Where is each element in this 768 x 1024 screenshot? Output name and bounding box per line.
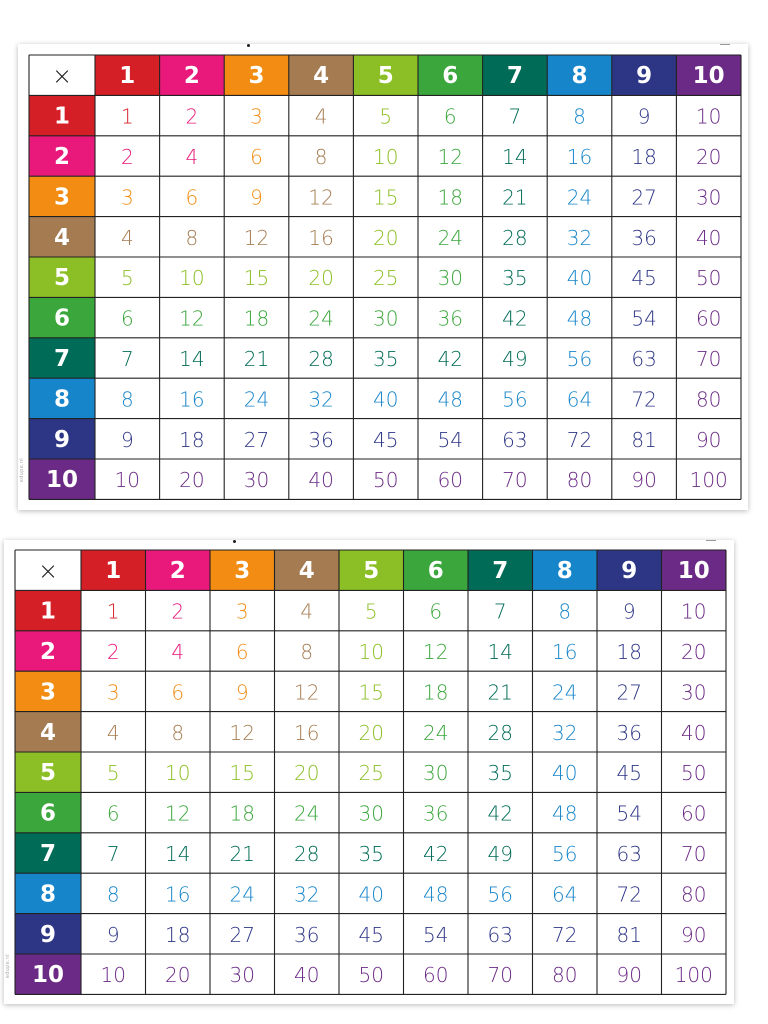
product-cell: 14	[487, 639, 513, 664]
row-header-label: 5	[40, 760, 57, 787]
product-cell: 35	[358, 841, 384, 866]
product-cell: 35	[372, 346, 399, 371]
product-cell: 12	[423, 639, 449, 664]
product-cell: 16	[566, 144, 593, 169]
column-header-label: 3	[248, 63, 265, 90]
product-cell: 10	[114, 468, 141, 493]
product-cell: 30	[358, 801, 384, 826]
product-cell: 27	[229, 922, 255, 947]
product-cell: 45	[358, 922, 384, 947]
product-cell: 54	[437, 427, 464, 452]
product-cell: 18	[229, 801, 255, 826]
product-cell: 40	[358, 882, 384, 907]
product-cell: 27	[243, 427, 270, 452]
product-cell: 9	[120, 427, 134, 452]
product-cell: 8	[300, 639, 314, 664]
row-header-label: 10	[46, 467, 79, 494]
column-header-label: 6	[427, 558, 444, 585]
side-note: edupe.nl	[5, 954, 11, 979]
product-cell: 9	[235, 680, 249, 705]
product-cell: 18	[616, 639, 642, 664]
product-cell: 40	[294, 963, 320, 988]
product-cell: 32	[566, 225, 593, 250]
product-cell: 14	[502, 144, 528, 169]
product-cell: 50	[695, 266, 722, 291]
print-mark	[233, 540, 236, 543]
product-cell: 20	[695, 144, 722, 169]
row-header-label: 3	[40, 679, 57, 706]
product-cell: 35	[502, 266, 528, 291]
column-header-label: 5	[377, 63, 394, 90]
product-cell: 28	[487, 720, 513, 745]
product-cell: 16	[179, 387, 205, 412]
product-cell: 4	[185, 144, 199, 169]
product-cell: 20	[308, 266, 334, 291]
product-cell: 2	[185, 104, 199, 129]
product-cell: 8	[314, 144, 328, 169]
product-cell: 90	[695, 427, 722, 452]
product-cell: 4	[120, 225, 134, 250]
product-cell: 16	[552, 639, 578, 664]
product-cell: 10	[165, 761, 191, 786]
row-header-label: 1	[54, 103, 71, 130]
product-cell: 9	[637, 104, 651, 129]
column-header-label: 6	[442, 63, 459, 90]
product-cell: 63	[487, 922, 513, 947]
product-cell: 24	[552, 680, 578, 705]
corner-multiply-symbol: ×	[51, 62, 73, 91]
corner-multiply-symbol: ×	[37, 557, 59, 586]
product-cell: 80	[681, 882, 707, 907]
product-cell: 25	[372, 266, 399, 291]
product-cell: 45	[616, 761, 642, 786]
column-header-label: 7	[506, 63, 523, 90]
product-cell: 24	[243, 387, 270, 412]
product-cell: 6	[443, 104, 457, 129]
row-header-label: 4	[54, 224, 71, 251]
print-mark	[720, 44, 730, 45]
product-cell: 20	[372, 225, 399, 250]
product-cell: 24	[423, 720, 449, 745]
row-header-label: 9	[54, 426, 71, 453]
product-cell: 50	[681, 761, 707, 786]
product-cell: 54	[616, 801, 642, 826]
product-cell: 12	[308, 185, 334, 210]
product-cell: 100	[674, 963, 713, 988]
product-cell: 30	[437, 266, 464, 291]
product-cell: 72	[616, 882, 642, 907]
product-cell: 10	[681, 599, 707, 624]
product-cell: 45	[372, 427, 399, 452]
product-cell: 49	[502, 346, 528, 371]
product-cell: 60	[423, 963, 449, 988]
row-header-label: 4	[40, 719, 57, 746]
product-cell: 15	[229, 761, 255, 786]
product-cell: 60	[695, 306, 722, 331]
product-cell: 15	[358, 680, 384, 705]
product-cell: 2	[171, 599, 185, 624]
product-cell: 20	[358, 720, 384, 745]
product-cell: 18	[423, 680, 449, 705]
row-header-label: 2	[54, 143, 71, 170]
product-cell: 40	[681, 720, 707, 745]
product-cell: 1	[120, 104, 134, 129]
product-cell: 64	[566, 387, 593, 412]
product-cell: 20	[165, 963, 191, 988]
product-cell: 30	[423, 761, 449, 786]
product-cell: 4	[314, 104, 328, 129]
product-cell: 70	[695, 346, 722, 371]
product-cell: 6	[120, 306, 134, 331]
row-header-label: 8	[40, 881, 57, 908]
product-cell: 12	[243, 225, 270, 250]
product-cell: 24	[229, 882, 255, 907]
product-cell: 60	[437, 468, 464, 493]
product-cell: 100	[689, 468, 728, 493]
product-cell: 56	[566, 346, 593, 371]
product-cell: 90	[681, 922, 707, 947]
product-cell: 9	[250, 185, 263, 210]
product-cell: 36	[294, 922, 320, 947]
product-cell: 5	[364, 599, 378, 624]
product-cell: 42	[423, 841, 449, 866]
product-cell: 64	[552, 882, 578, 907]
column-header-label: 10	[692, 63, 725, 90]
product-cell: 63	[616, 841, 642, 866]
product-cell: 80	[695, 387, 722, 412]
column-header-label: 10	[677, 558, 710, 585]
product-cell: 60	[681, 801, 707, 826]
product-cell: 4	[300, 599, 314, 624]
product-cell: 4	[171, 639, 185, 664]
product-cell: 24	[566, 185, 593, 210]
product-cell: 32	[294, 882, 320, 907]
column-header-label: 9	[621, 558, 638, 585]
product-cell: 30	[681, 680, 707, 705]
column-header-label: 8	[556, 558, 573, 585]
product-cell: 54	[423, 922, 449, 947]
product-cell: 36	[423, 801, 449, 826]
row-header-label: 2	[40, 638, 57, 665]
product-cell: 28	[502, 225, 528, 250]
product-cell: 56	[487, 882, 513, 907]
row-header-label: 6	[40, 800, 57, 827]
product-cell: 15	[372, 185, 399, 210]
product-cell: 21	[229, 841, 255, 866]
product-cell: 42	[437, 346, 464, 371]
product-cell: 27	[616, 680, 642, 705]
product-cell: 63	[502, 427, 528, 452]
product-cell: 35	[487, 761, 513, 786]
product-cell: 12	[229, 720, 255, 745]
product-cell: 21	[243, 346, 270, 371]
column-header-label: 8	[571, 63, 588, 90]
product-cell: 20	[294, 761, 320, 786]
product-cell: 56	[502, 387, 528, 412]
product-cell: 56	[552, 841, 578, 866]
product-cell: 30	[695, 185, 722, 210]
row-header-label: 8	[54, 386, 71, 413]
product-cell: 7	[493, 599, 507, 624]
product-cell: 6	[250, 144, 263, 169]
column-header-label: 1	[105, 558, 122, 585]
row-header-label: 3	[54, 184, 71, 211]
product-cell: 6	[235, 639, 249, 664]
product-cell: 10	[100, 963, 126, 988]
product-cell: 3	[120, 185, 134, 210]
product-cell: 8	[558, 599, 572, 624]
product-cell: 70	[502, 468, 528, 493]
product-cell: 49	[487, 841, 513, 866]
product-cell: 36	[437, 306, 464, 331]
product-cell: 16	[308, 225, 334, 250]
product-cell: 10	[695, 104, 722, 129]
product-cell: 80	[552, 963, 578, 988]
product-cell: 14	[179, 346, 205, 371]
column-header-label: 4	[313, 63, 330, 90]
product-cell: 7	[106, 841, 120, 866]
product-cell: 36	[616, 720, 642, 745]
product-cell: 5	[120, 266, 134, 291]
column-header-label: 5	[363, 558, 380, 585]
multiplication-table-bottom	[14, 549, 727, 995]
product-cell: 10	[358, 639, 384, 664]
product-cell: 40	[372, 387, 399, 412]
product-cell: 20	[681, 639, 707, 664]
product-cell: 90	[616, 963, 642, 988]
column-header-label: 1	[119, 63, 136, 90]
product-cell: 8	[185, 225, 199, 250]
product-cell: 72	[552, 922, 578, 947]
product-cell: 7	[120, 346, 134, 371]
product-cell: 27	[631, 185, 657, 210]
product-cell: 18	[437, 185, 464, 210]
product-cell: 48	[437, 387, 464, 412]
product-cell: 72	[631, 387, 657, 412]
product-cell: 28	[308, 346, 334, 371]
product-cell: 18	[631, 144, 657, 169]
product-cell: 6	[185, 185, 199, 210]
column-header-label: 7	[492, 558, 509, 585]
product-cell: 12	[437, 144, 464, 169]
product-cell: 8	[120, 387, 134, 412]
product-cell: 40	[695, 225, 722, 250]
row-header-label: 7	[54, 345, 71, 372]
product-cell: 4	[106, 720, 120, 745]
product-cell: 80	[566, 468, 593, 493]
product-cell: 90	[631, 468, 657, 493]
product-cell: 16	[165, 882, 191, 907]
product-cell: 12	[179, 306, 205, 331]
product-cell: 9	[622, 599, 636, 624]
product-cell: 40	[552, 761, 578, 786]
row-header-label: 10	[32, 962, 65, 989]
product-cell: 18	[243, 306, 270, 331]
product-cell: 70	[487, 963, 513, 988]
column-header-label: 2	[169, 558, 186, 585]
row-header-label: 5	[54, 265, 71, 292]
row-header-label: 7	[40, 840, 57, 867]
product-cell: 7	[508, 104, 522, 129]
product-cell: 32	[552, 720, 578, 745]
product-cell: 18	[179, 427, 205, 452]
product-cell: 81	[631, 427, 657, 452]
column-header-label: 4	[298, 558, 315, 585]
product-cell: 21	[502, 185, 528, 210]
product-cell: 16	[294, 720, 320, 745]
column-header-label: 3	[234, 558, 251, 585]
product-cell: 2	[120, 144, 134, 169]
product-cell: 6	[429, 599, 443, 624]
product-cell: 63	[631, 346, 657, 371]
product-cell: 6	[106, 801, 120, 826]
product-cell: 28	[294, 841, 320, 866]
product-cell: 45	[631, 266, 657, 291]
product-cell: 36	[631, 225, 657, 250]
multiplication-table-top	[28, 54, 742, 500]
product-cell: 6	[171, 680, 185, 705]
row-header-label: 9	[40, 921, 57, 948]
product-cell: 5	[106, 761, 120, 786]
product-cell: 2	[106, 639, 120, 664]
product-cell: 3	[250, 104, 263, 129]
product-cell: 8	[106, 882, 120, 907]
product-cell: 18	[165, 922, 191, 947]
row-header-label: 6	[54, 305, 71, 332]
product-cell: 10	[179, 266, 205, 291]
product-cell: 30	[229, 963, 255, 988]
column-header-label: 2	[183, 63, 200, 90]
product-cell: 50	[358, 963, 384, 988]
product-cell: 20	[179, 468, 205, 493]
product-cell: 21	[487, 680, 513, 705]
product-cell: 48	[552, 801, 578, 826]
print-mark	[247, 44, 250, 47]
product-cell: 10	[372, 144, 399, 169]
product-cell: 3	[106, 680, 120, 705]
product-cell: 48	[423, 882, 449, 907]
column-header-label: 9	[636, 63, 653, 90]
product-cell: 9	[106, 922, 120, 947]
product-cell: 36	[308, 427, 334, 452]
side-note: edupe.nl	[19, 458, 25, 483]
product-cell: 12	[294, 680, 320, 705]
product-cell: 8	[171, 720, 185, 745]
product-cell: 32	[308, 387, 334, 412]
row-header-label: 1	[40, 598, 57, 625]
product-cell: 24	[308, 306, 334, 331]
product-cell: 42	[502, 306, 528, 331]
print-mark	[706, 540, 716, 541]
product-cell: 70	[681, 841, 707, 866]
product-cell: 50	[372, 468, 399, 493]
product-cell: 8	[573, 104, 586, 129]
product-cell: 42	[487, 801, 513, 826]
product-cell: 30	[372, 306, 399, 331]
product-cell: 15	[243, 266, 270, 291]
product-cell: 72	[566, 427, 593, 452]
product-cell: 3	[235, 599, 249, 624]
product-cell: 14	[165, 841, 191, 866]
product-cell: 81	[616, 922, 642, 947]
product-cell: 1	[106, 599, 120, 624]
product-cell: 54	[631, 306, 657, 331]
product-cell: 48	[566, 306, 593, 331]
product-cell: 24	[294, 801, 320, 826]
product-cell: 40	[308, 468, 334, 493]
product-cell: 30	[243, 468, 270, 493]
product-cell: 12	[165, 801, 191, 826]
product-cell: 5	[379, 104, 393, 129]
product-cell: 40	[566, 266, 593, 291]
product-cell: 24	[437, 225, 464, 250]
product-cell: 25	[358, 761, 384, 786]
